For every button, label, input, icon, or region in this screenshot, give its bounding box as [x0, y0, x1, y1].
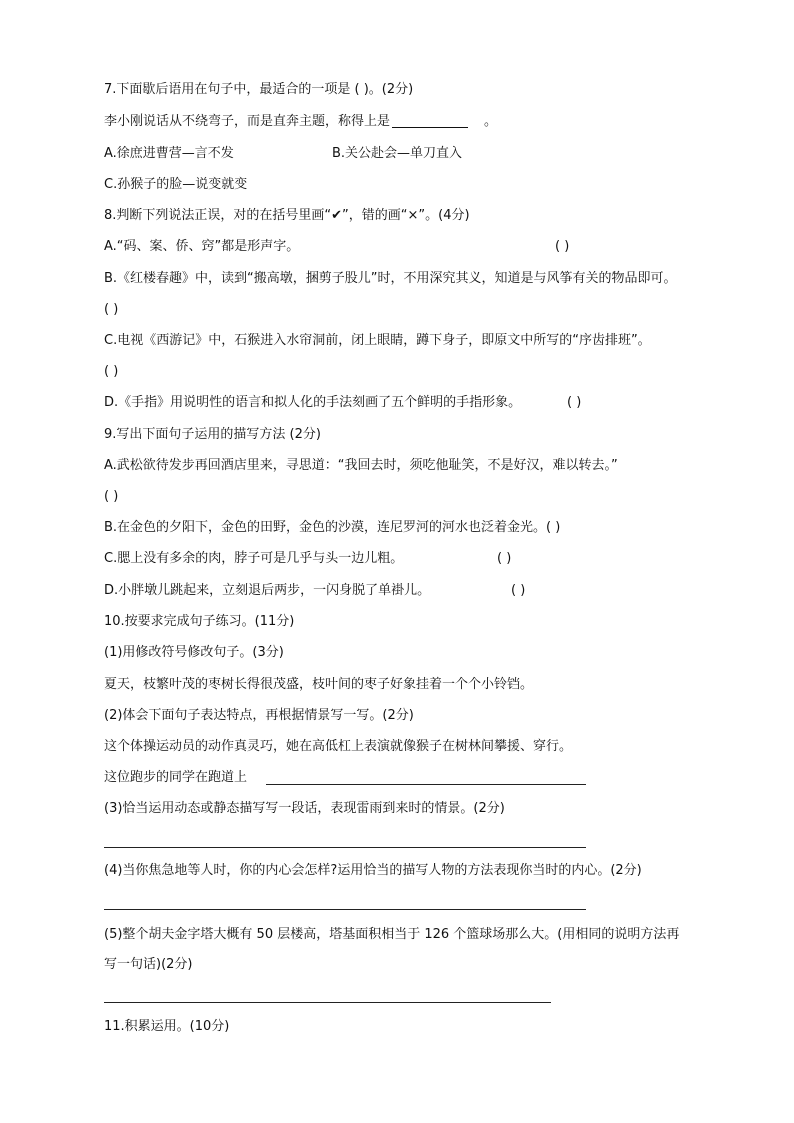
q10-p4-answer-line[interactable] — [104, 909, 586, 910]
q8-b-paren[interactable]: ( ) — [104, 302, 119, 317]
q8-c-text: C.电视《西游记》中，石猴进入水帘洞前，闭上眼睛，蹲下身子，即原文中所写的“序齿排班”。 — [104, 333, 651, 348]
q7-sentence — [104, 113, 497, 131]
q8-d-text: D.《手指》用说明性的语言和拟人化的手法刻画了五个鲜明的手指形象。 — [104, 395, 522, 410]
q9-title: 9.写出下面句子运用的描写方法 (2分) — [104, 427, 321, 442]
q9-c-text: C.腮上没有多余的肉，脖子可是几乎与头一边儿粗。 — [104, 551, 404, 566]
q9-c-paren[interactable]: ( ) — [497, 551, 512, 566]
q10-p2-prompt: 这位跑步的同学在跑道上 — [104, 770, 248, 785]
q10-p5-line1: (5)整个胡夫金字塔大概有 50 层楼高，塔基面积相当于 126 个篮球场那么大。(用相同的说明方法再 — [104, 927, 680, 942]
q9-d-text: D.小胖墩儿跳起来，立刻退后两步，一闪身脱了单褂儿。 — [104, 583, 431, 598]
q10-p2-answer-line[interactable] — [266, 784, 586, 785]
q9-a-text: A.武松欲待发步再回酒店里来，寻思道：“我回去时，须吃他耻笑，不是好汉，难以转去。” — [104, 458, 618, 473]
q10-p3-answer-line[interactable] — [104, 847, 586, 848]
q9-a-paren[interactable]: ( ) — [104, 489, 119, 504]
q8-c-paren[interactable]: ( ) — [104, 364, 119, 379]
q8-a-paren[interactable]: ( ) — [555, 239, 570, 254]
q7-sentence-after: 。 — [484, 114, 498, 129]
q7-option-c: C.孙猴子的脸—说变就变 — [104, 177, 248, 192]
q8-a-text: A.“码、案、侨、窍”都是形声字。 — [104, 239, 300, 254]
q10-title: 10.按要求完成句子练习。(11分) — [104, 614, 295, 629]
q10-p5-answer-line[interactable] — [104, 1002, 551, 1003]
q7-title: 7.下面歇后语用在句子中，最适合的一项是 ( )。(2分) — [104, 82, 414, 97]
q11-title: 11.积累运用。(10分) — [104, 1019, 230, 1034]
q10-p5-line2: 写一句话)(2分) — [104, 957, 193, 972]
q7-option-a: A.徐庶进曹营—言不发 — [104, 146, 234, 161]
q8-b-text: B.《红楼春趣》中，读到“搬高墩，捆剪子股儿”时，不用深究其义，知道是与风筝有关的物品即可。 — [104, 271, 677, 286]
q10-p2-sentence: 这个体操运动员的动作真灵巧，她在高低杠上表演就像猴子在树林间攀援、穿行。 — [104, 739, 573, 754]
q10-p1-sentence: 夏天，枝繁叶茂的枣树长得很茂盛，枝叶间的枣子好象挂着一个个小铃铛。 — [104, 677, 534, 692]
q7-option-b: B.关公赴会—单刀直入 — [332, 146, 463, 161]
q8-d-paren[interactable]: ( ) — [567, 395, 582, 410]
q10-p4-title: (4)当你焦急地等人时，你的内心会怎样?运用恰当的描写人物的方法表现你当时的内心。(2分) — [104, 863, 642, 878]
q7-sentence-before: 李小刚说话从不绕弯子，而是直奔主题，称得上是 — [104, 114, 391, 129]
q8-title: 8.判断下列说法正误，对的在括号里画“✔”，错的画“×”。(4分) — [104, 208, 470, 223]
q9-d-paren[interactable]: ( ) — [511, 583, 526, 598]
q9-b-text: B.在金色的夕阳下，金色的田野，金色的沙漠，连尼罗河的河水也泛着金光。( ) — [104, 520, 561, 535]
q10-p1-title: (1)用修改符号修改句子。(3分) — [104, 645, 284, 660]
q10-p2-title: (2)体会下面句子表达特点，再根据情景写一写。(2分) — [104, 708, 414, 723]
q10-p3-title: (3)恰当运用动态或静态描写写一段话，表现雷雨到来时的情景。(2分) — [104, 801, 505, 816]
q7-fill-blank[interactable] — [392, 113, 468, 128]
